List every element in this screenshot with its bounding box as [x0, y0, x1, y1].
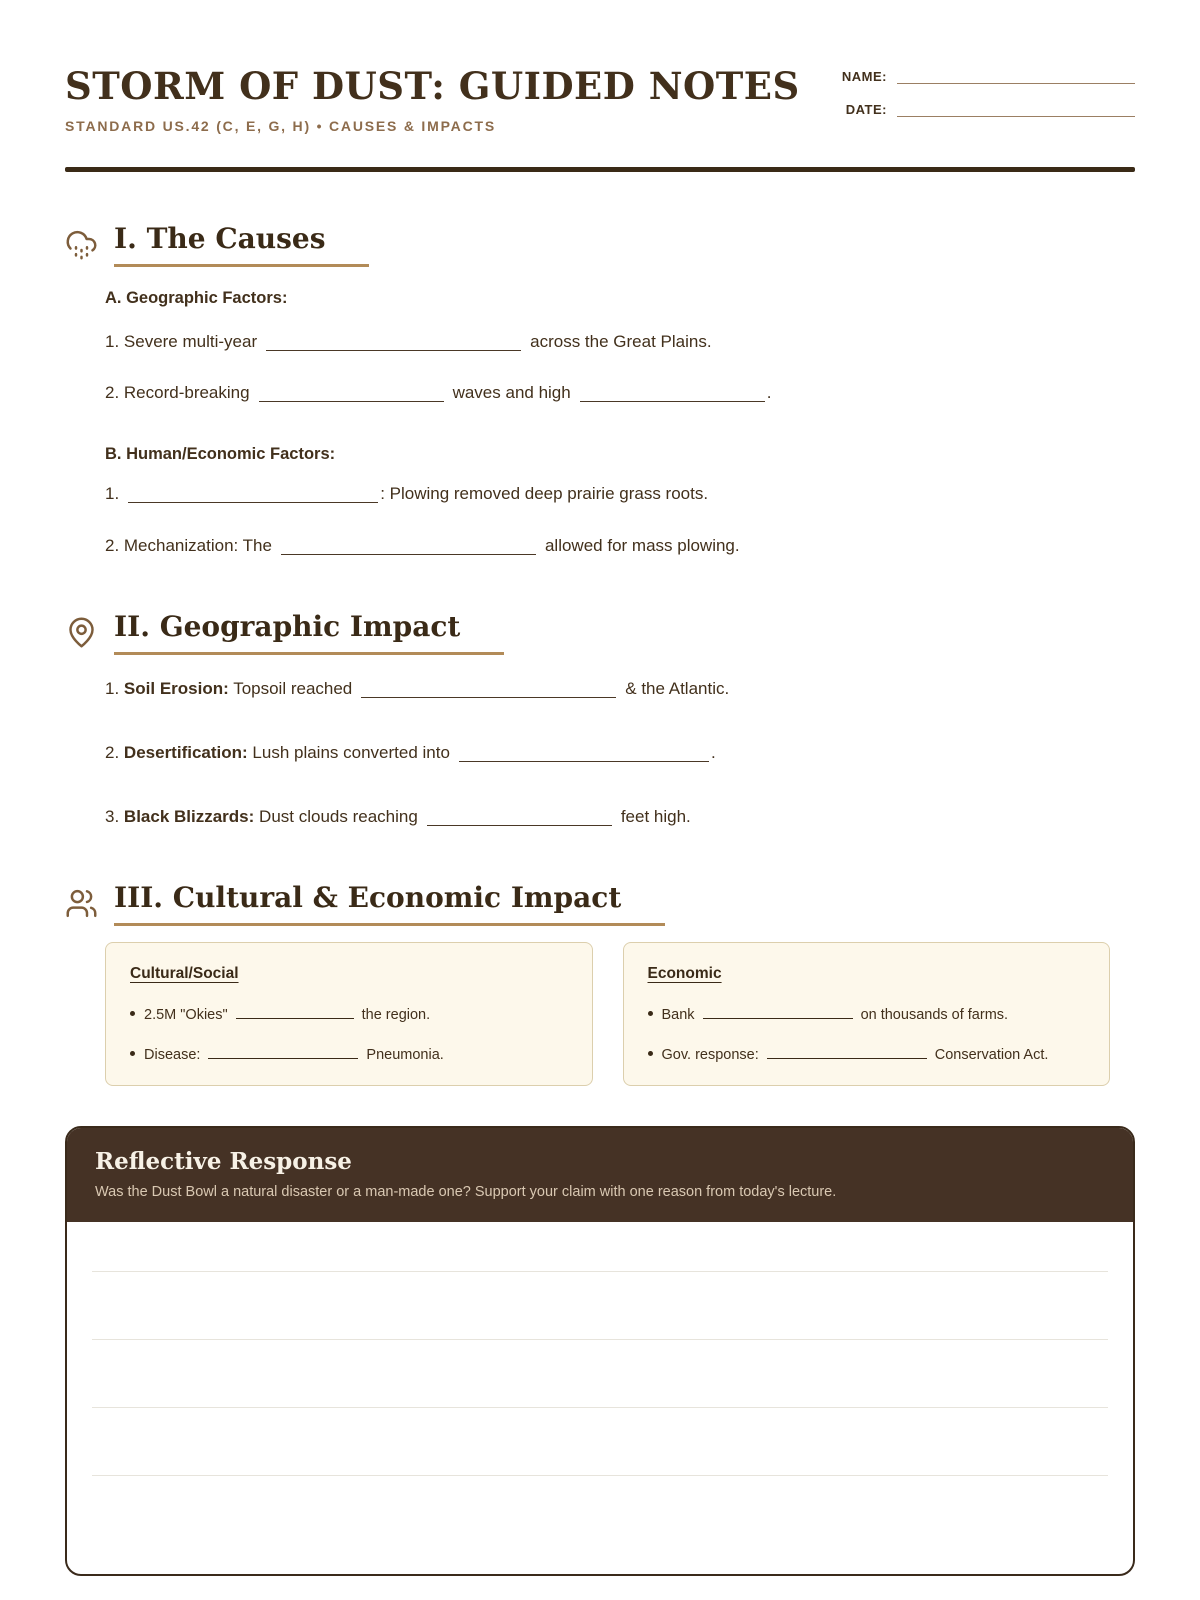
line-number: 2. [105, 743, 120, 762]
section-geographic-heading [65, 610, 1135, 655]
bullet-icon [648, 1051, 653, 1056]
header-title-block [65, 66, 800, 134]
geographic-line-3 [105, 807, 1135, 827]
line-text: 2. Mechanization: The [105, 536, 272, 555]
name-input-line[interactable] [897, 68, 1135, 84]
bullet-icon [130, 1011, 135, 1016]
fill-blank[interactable] [128, 485, 378, 503]
header-divider [65, 167, 1135, 172]
section-causes-heading [65, 222, 1135, 267]
name-label: NAME: [841, 69, 887, 84]
line-text: Lush plains converted into [252, 743, 450, 762]
item-text: on thousands of farms. [860, 1007, 1009, 1024]
line-text: . [710, 743, 716, 762]
line-text: : Plowing removed deep prairie grass roots. [380, 484, 709, 503]
fill-blank[interactable] [767, 1044, 927, 1059]
writing-line[interactable] [92, 1272, 1108, 1340]
reflective-writing-area[interactable] [67, 1222, 1133, 1574]
impact-boxes [105, 942, 1110, 1086]
bullet-icon [130, 1051, 135, 1056]
line-text: feet high. [620, 807, 691, 826]
date-input-line[interactable] [897, 101, 1135, 117]
reflective-title: Reflective Response [95, 1148, 352, 1176]
line-text: . [766, 383, 772, 402]
geographic-content [105, 679, 1135, 827]
part-b-label: B. Human/Economic Factors: [105, 445, 336, 463]
fill-blank[interactable] [281, 537, 536, 555]
section-geographic-title: II. Geographic Impact [114, 610, 504, 655]
map-pin-icon [65, 616, 98, 649]
bullet-icon [648, 1011, 653, 1016]
item-text: Bank [661, 1007, 695, 1024]
line-label: Soil Erosion: [123, 679, 229, 698]
name-field-row [835, 68, 1135, 84]
causes-content [105, 289, 1135, 556]
fill-blank[interactable] [236, 1004, 354, 1019]
item-text: the region. [361, 1007, 431, 1024]
economic-box-title: Economic [647, 965, 722, 982]
fill-blank[interactable] [427, 808, 612, 826]
line-text: 2. Record-breaking [105, 383, 250, 402]
name-date-block [835, 66, 1135, 134]
fill-blank[interactable] [703, 1004, 853, 1019]
line-text: 1. Severe multi-year [105, 332, 258, 351]
reflective-response-card [65, 1126, 1135, 1576]
fill-blank[interactable] [208, 1044, 358, 1059]
cultural-box-title: Cultural/Social [130, 965, 239, 982]
line-label: Desertification: [123, 743, 248, 762]
cultural-social-box [105, 942, 593, 1086]
reflective-prompt: Was the Dust Bowl a natural disaster or a man-made one? Support your claim with one reason from today's lecture. [95, 1184, 837, 1201]
page-subtitle: STANDARD US.42 (C, E, G, H) • CAUSES & IMPACTS [65, 117, 496, 134]
line-number: 3. [105, 807, 120, 826]
line-text: across the Great Plains. [530, 332, 712, 351]
reflective-card-header [67, 1128, 1133, 1222]
line-text: & the Atlantic. [625, 679, 730, 698]
item-text: 2.5M "Okies" [144, 1007, 228, 1024]
item-text: Pneumonia. [366, 1047, 444, 1064]
box-item [648, 1044, 1086, 1063]
line-text: allowed for mass plowing. [544, 536, 740, 555]
causes-line-b2 [105, 536, 1135, 556]
line-text: waves and high [452, 383, 571, 402]
date-label: DATE: [845, 102, 887, 117]
geographic-line-2 [105, 743, 1135, 763]
item-text: Gov. response: [661, 1047, 759, 1064]
geographic-line-1 [105, 679, 1135, 699]
line-text: 1. [105, 484, 120, 503]
part-a-label: A. Geographic Factors: [105, 289, 288, 307]
page-title: STORM OF DUST: GUIDED NOTES [65, 64, 800, 108]
line-text: Topsoil reached [233, 679, 353, 698]
line-text: Dust clouds reaching [259, 807, 418, 826]
item-text: Disease: [144, 1047, 201, 1064]
writing-line[interactable] [92, 1408, 1108, 1476]
item-text: Conservation Act. [934, 1047, 1049, 1064]
section-impact-heading [65, 881, 1135, 926]
line-number: 1. [105, 679, 120, 698]
section-impact-title: III. Cultural & Economic Impact [114, 881, 665, 926]
line-label: Black Blizzards: [123, 807, 255, 826]
fill-blank[interactable] [459, 744, 709, 762]
date-field-row [835, 101, 1135, 117]
fill-blank[interactable] [361, 680, 616, 698]
fill-blank[interactable] [259, 384, 444, 402]
box-item [130, 1004, 568, 1023]
writing-line[interactable] [92, 1222, 1108, 1272]
causes-line-b1 [105, 484, 1135, 504]
section-causes-title: I. The Causes [114, 222, 369, 267]
causes-line-a1 [105, 332, 1135, 352]
users-icon [65, 887, 98, 920]
causes-line-a2 [105, 383, 1135, 403]
box-item [130, 1044, 568, 1063]
writing-line[interactable] [92, 1340, 1108, 1408]
fill-blank[interactable] [580, 384, 765, 402]
economic-box [623, 942, 1111, 1086]
cloud-rain-icon [65, 228, 98, 261]
box-item [648, 1004, 1086, 1023]
header [65, 66, 1135, 134]
fill-blank[interactable] [266, 333, 521, 351]
